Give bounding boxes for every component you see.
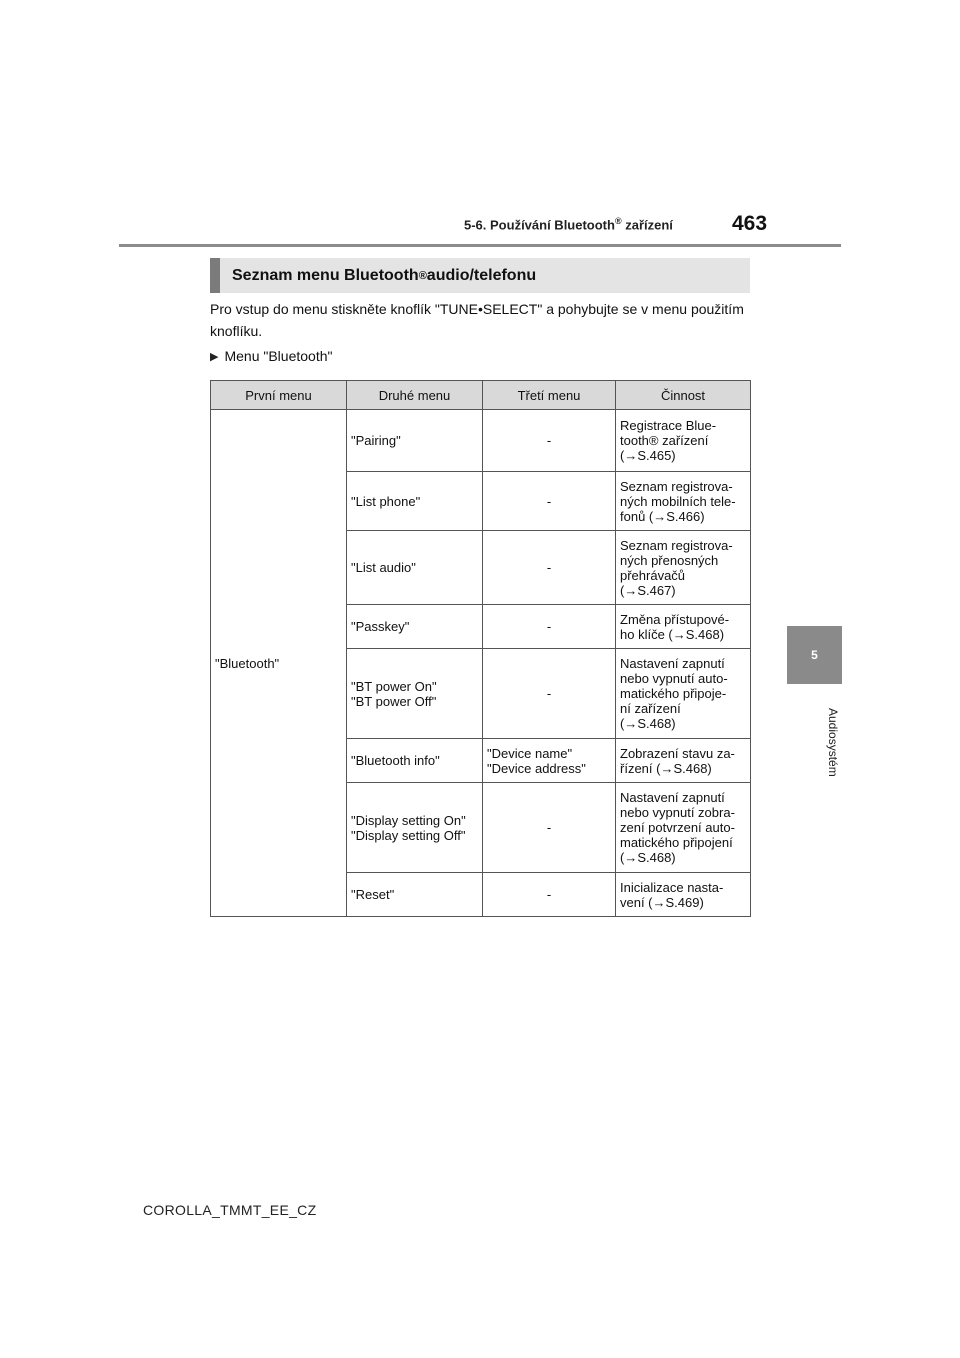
chapter-label: Audiosystém (826, 707, 840, 777)
action-cell: Nastavení zapnutí nebo vypnutí zobra- zení potvrzení auto- matického připojení (→S.468) (616, 783, 751, 873)
second-menu-cell: "Pairing" (347, 410, 483, 472)
header-divider (119, 244, 841, 247)
action-cell: Nastavení zapnutí nebo vypnutí auto- matického připoje- ní zařízení (→S.468) (616, 649, 751, 739)
action-cell: Zobrazení stavu za- řízení (→S.468) (616, 739, 751, 783)
action-cell: Seznam registrova- ných přenosných přehrávačů (→S.467) (616, 531, 751, 605)
bluetooth-menu-table (210, 380, 751, 917)
action-cell: Změna přístupové- ho klíče (→S.468) (616, 605, 751, 649)
table-header-row (211, 381, 751, 410)
running-header-text-end: zařízení (621, 217, 673, 233)
page-number: 463 (732, 212, 768, 235)
third-menu-cell: - (483, 410, 616, 472)
section-heading-text-end: audio/telefonu (426, 266, 537, 284)
running-header-text: 5-6. Používání Bluetooth (464, 217, 615, 233)
section-heading (210, 258, 750, 293)
running-header-section (464, 216, 673, 232)
col-header-first-menu: První menu (211, 381, 347, 410)
third-menu-cell: - (483, 873, 616, 917)
menu-label (210, 348, 332, 364)
first-menu-cell: "Bluetooth" (211, 410, 347, 917)
col-header-action: Činnost (616, 381, 751, 410)
second-menu-cell: "Passkey" (347, 605, 483, 649)
third-menu-cell: - (483, 649, 616, 739)
third-menu-cell: - (483, 605, 616, 649)
second-menu-cell: "Bluetooth info" (347, 739, 483, 783)
third-menu-cell: - (483, 531, 616, 605)
triangle-bullet-icon: ▶ (210, 350, 219, 363)
registered-mark: ® (614, 216, 622, 226)
third-menu-cell: - (483, 472, 616, 531)
table-row (211, 410, 751, 472)
intro-paragraph: Pro vstup do menu stiskněte knoflík "TUNE•SELECT" a pohybujte se v menu použitím knoflíku. (210, 301, 744, 339)
action-cell: Inicializace nasta- vení (→S.469) (616, 873, 751, 917)
action-cell: Seznam registrova- ných mobilních tele- fonů (→S.466) (616, 472, 751, 531)
action-cell: Registrace Blue- tooth® zařízení (→S.465) (616, 410, 751, 472)
second-menu-cell: "List audio" (347, 531, 483, 605)
col-header-second-menu: Druhé menu (347, 381, 483, 410)
menu-label-text: Menu "Bluetooth" (224, 348, 333, 364)
second-menu-cell: "List phone" (347, 472, 483, 531)
third-menu-cell: - (483, 783, 616, 873)
second-menu-cell: "BT power On" "BT power Off" (347, 649, 483, 739)
heading-registered-mark: ® (418, 269, 427, 282)
chapter-tab (787, 626, 842, 684)
second-menu-cell: "Display setting On" "Display setting Off" (347, 783, 483, 873)
col-header-third-menu: Třetí menu (483, 381, 616, 410)
third-menu-cell: "Device name" "Device address" (483, 739, 616, 783)
second-menu-cell: "Reset" (347, 873, 483, 917)
chapter-number: 5 (811, 648, 818, 662)
footer-doc-id: COROLLA_TMMT_EE_CZ (143, 1202, 317, 1218)
section-heading-text: Seznam menu Bluetooth (232, 266, 419, 284)
